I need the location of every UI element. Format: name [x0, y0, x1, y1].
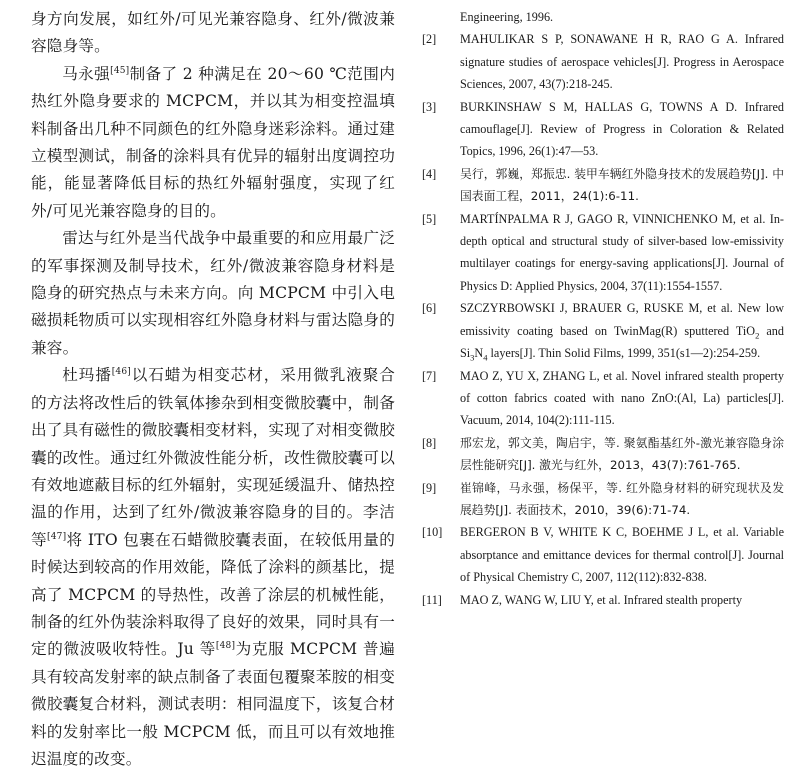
reference-text: SZCZYRBOWSKI J, BRAUER G, RUSKE M, et al. New low emissivity coating based on TwinMag(R) sputtered TiO$_2$ and $Si_3N_4$ layers[J]. Thin Solid Films, 1999, 351(s1—2):254-259. — [460, 301, 784, 363]
citation-45[interactable]: [45] — [110, 65, 130, 76]
paragraph-text: 以石蜡为相变芯材，采用微乳液聚合的方法将改性后的铁氧体掺杂到相变微胶囊中，制备出了具有磁性的微胶囊相变材料，实现了对相变微胶囊的改性。通过红外微波性能分析，改性微胶囊可以有效地遮蔽目标的红外辐射，实现延缓温升、储热控温的作用，达到了红外/微波兼容隐身的目的。李洁等 — [31, 366, 396, 549]
reference-text: MAO Z, WANG W, LIU Y, et al. Infrared stealth property — [460, 592, 743, 607]
reference-text: BERGERON B V, WHITE K C, BOEHME J L, et al. Variable absorptance and emittance devices for thermal control[J]. Journal of Physical Chemistry C, 2007, 112(112):832-838. — [460, 525, 784, 585]
reference-text: BURKINSHAW S M, HALLAS G, TOWNS A D. Infrared camouflage[J]. Review of Progress in Coloration & Related Topics, 1996, 26(1):47—53. — [460, 99, 784, 159]
reference-9 — [422, 477, 784, 522]
reference-8 — [422, 432, 784, 477]
paragraph-text: 将 ITO 包裹在石蜡微胶囊表面，在较低用量的时候达到较高的作用效能，降低了涂料的颜基比，提高了 MCPCM 的导热性，改善了涂层的机械性能，制备的红外伪装涂料取得了良好的效果，同时具有一定的微波吸收特性。Ju 等 — [31, 530, 396, 659]
paragraph-ma-yongqiang — [31, 61, 395, 225]
reference-number: [8] — [422, 435, 437, 450]
reference-number: [7] — [422, 368, 437, 383]
reference-number: [3] — [422, 99, 437, 114]
body-text-column — [31, 6, 395, 773]
reference-4 — [422, 163, 784, 208]
reference-text: 邢宏龙，郭文美，陶启宇，等. 聚氨酯基红外-激光兼容隐身涂层性能研究[J]. 激光与红外，2013，43(7):761-765. — [460, 435, 784, 473]
reference-3 — [422, 96, 784, 163]
citation-46[interactable]: [46] — [111, 367, 131, 378]
author-du: 杜玛播 — [62, 366, 112, 385]
reference-10 — [422, 521, 784, 588]
citation-47[interactable]: [47] — [47, 531, 67, 542]
paragraph-radar-infrared: 雷达与红外是当代战争中最重要的和应用最广泛的军事探测及制导技术，红外/微波兼容隐身材料是隐身的研究热点与未来方向。向 MCPCM 中引入电磁损耗物质可以实现相容红外隐身材料与雷达隐身的兼容。 — [31, 229, 395, 357]
paragraph-continuation: 身方向发展，如红外/可见光兼容隐身、红外/微波兼容隐身等。 — [31, 10, 395, 56]
reference-5 — [422, 208, 784, 298]
paragraph-text: 制备了 2 种满足在 20～60 ℃范围内热红外隐身要求的 MCPCM，并以其为相变控温填料制备出几种不同颜色的红外隐身迷彩涂料。通过建立模型测试，制备的涂料具有优异的辐射出度调控功能，能显著降低目标的热红外辐射强度，实现了红外/可见光兼容隐身的目的。 — [31, 64, 396, 220]
reference-6 — [422, 297, 784, 364]
author-ma: 马永强 — [62, 64, 111, 83]
reference-text: MAHULIKAR S P, SONAWANE H R, RAO G A. Infrared signature studies of aerospace vehicles[J]. Progress in Aerospace Sciences, 2007, 43(7):218-245. — [460, 32, 784, 92]
reference-number: [11] — [422, 592, 442, 607]
reference-text: 吴行，郭巍，郑振忠. 装甲车辆红外隐身技术的发展趋势[J]. 中国表面工程，2011，24(1):6-11. — [460, 166, 784, 204]
references-column — [422, 6, 784, 611]
reference-11 — [422, 589, 784, 611]
paragraph-du-mabo — [31, 362, 395, 773]
reference-number: [9] — [422, 480, 437, 495]
reference-number: [5] — [422, 211, 437, 226]
reference-number: [2] — [422, 32, 437, 47]
reference-text: 崔锦峰，马永强，杨保平，等. 红外隐身材料的研究现状及发展趋势[J]. 表面技术，2010，39(6):71-74. — [460, 480, 784, 517]
reference-1-tail: Engineering, 1996. — [460, 10, 554, 24]
reference-text: MARTÍNPALMA R J, GAGO R, VINNICHENKO M, et al. In-depth optical and structural study of silver-based low-emissivity multilayer coatings for energy-saving applications[J]. Journal of Physics D: Applied Physics, 2004, 37(11):1554-1557. — [460, 211, 784, 293]
reference-number: [4] — [422, 166, 437, 181]
citation-48[interactable]: [48] — [215, 641, 236, 652]
reference-7 — [422, 365, 784, 432]
paragraph-text: 为克服 MCPCM 普遍具有较高发射率的缺点制备了表面包覆聚苯胺的相变微胶囊复合材料，测试表明：相同温度下，该复合材料的发射率比一般 MCPCM 低，而且可以有效地推迟温度的改变。 — [31, 640, 395, 768]
reference-number: [10] — [422, 525, 443, 540]
reference-2 — [422, 28, 784, 95]
reference-number: [6] — [422, 301, 437, 316]
reference-text: MAO Z, YU X, ZHANG L, et al. Novel infrared stealth property of cotton fabrics coated with nano ZnO:(Al, La) particles[J]. Vacuum, 2014, 104(2):111-115. — [460, 368, 784, 428]
